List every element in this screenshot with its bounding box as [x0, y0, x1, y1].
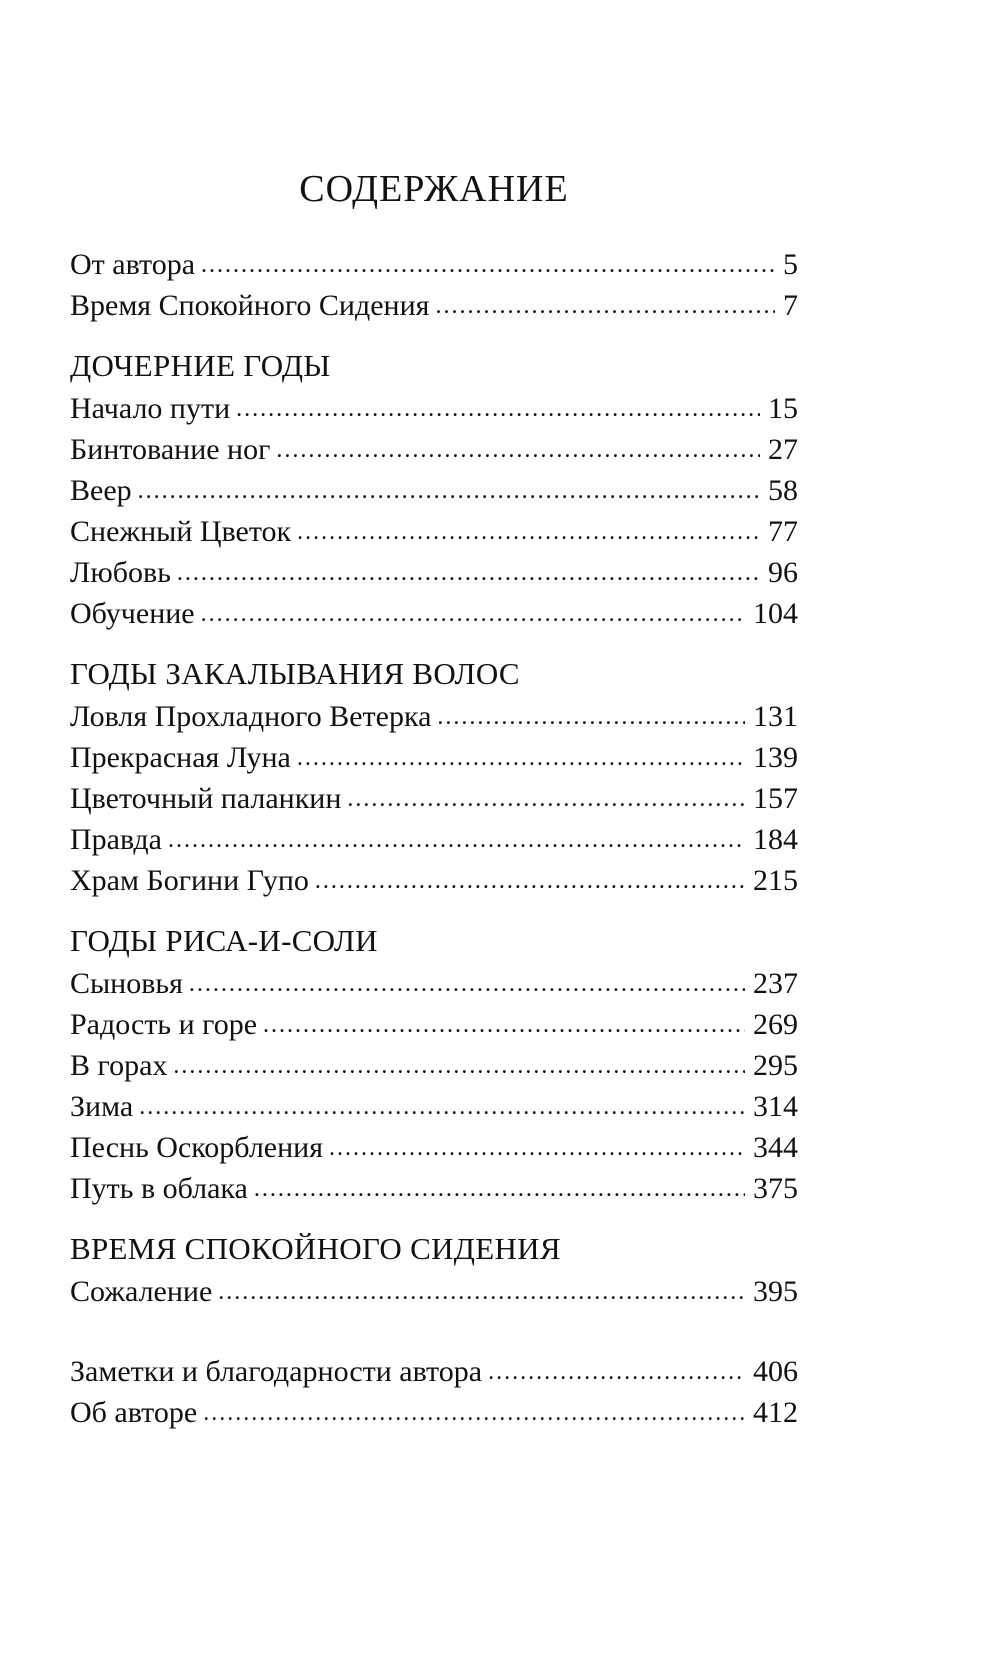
toc-entry-page: 269 — [753, 1008, 798, 1041]
toc-entry — [70, 244, 798, 285]
toc-entry-label: Правда — [70, 823, 162, 856]
toc-section — [70, 1227, 798, 1312]
section-heading: ГОДЫ РИСА-И-СОЛИ — [70, 923, 378, 958]
toc-section — [70, 344, 798, 634]
toc-entry — [70, 963, 798, 1004]
dot-leader — [329, 1125, 745, 1169]
toc-entry-label: Путь в облака — [70, 1172, 248, 1205]
toc-entry-label: В горах — [70, 1049, 168, 1082]
toc-entry-page: 406 — [753, 1355, 798, 1388]
toc-entry-label: Сожаление — [70, 1275, 213, 1308]
toc-intro-group — [70, 244, 798, 326]
toc-entry — [70, 737, 798, 778]
dot-leader — [315, 858, 745, 902]
toc-entry-label: Бинтование ног — [70, 433, 271, 466]
toc-entry-label: Заметки и благодарности автора — [70, 1355, 483, 1388]
toc-entry-label: Снежный Цветок — [70, 515, 292, 548]
toc-entry-label: Об авторе — [70, 1396, 198, 1429]
dot-leader — [236, 386, 760, 430]
toc-entry-label: Начало пути — [70, 392, 231, 425]
toc-entry — [70, 593, 798, 634]
toc-entry — [70, 1086, 798, 1127]
toc-entry-page: 375 — [753, 1172, 798, 1205]
dot-leader — [168, 817, 745, 861]
toc-entry-label: Храм Богини Гупо — [70, 864, 309, 897]
toc-entry-page: 157 — [753, 782, 798, 815]
toc-entry-page: 5 — [783, 248, 798, 281]
dot-leader — [139, 1084, 745, 1128]
toc-section — [70, 652, 798, 901]
toc-entry-page: 58 — [768, 474, 798, 507]
dot-leader — [201, 591, 745, 635]
toc-entry-label: Прекрасная Луна — [70, 741, 291, 774]
section-heading: ДОЧЕРНИЕ ГОДЫ — [70, 348, 331, 383]
toc-entry — [70, 429, 798, 470]
dot-leader — [488, 1349, 745, 1393]
toc-entry — [70, 1168, 798, 1209]
dot-leader — [297, 509, 760, 553]
toc-entry — [70, 1351, 798, 1392]
dot-leader — [177, 550, 760, 594]
section-heading: ГОДЫ ЗАКАЛЫВАНИЯ ВОЛОС — [70, 656, 520, 691]
toc-entry — [70, 1004, 798, 1045]
dot-leader — [347, 776, 745, 820]
toc-entry — [70, 860, 798, 901]
toc-entry-label: Время Спокойного Сидения — [70, 289, 430, 322]
toc-entry-page: 215 — [753, 864, 798, 897]
dot-leader — [201, 242, 775, 286]
dot-leader — [218, 1269, 745, 1313]
dot-leader — [138, 468, 760, 512]
toc-back-matter — [70, 1351, 798, 1433]
toc-entry — [70, 1392, 798, 1433]
toc-entry — [70, 1045, 798, 1086]
toc-entry-label: Цветочный паланкин — [70, 782, 342, 815]
dot-leader — [276, 427, 760, 471]
toc-entry-page: 131 — [753, 700, 798, 733]
toc-entry — [70, 511, 798, 552]
dot-leader — [263, 1002, 745, 1046]
toc-section — [70, 919, 798, 1209]
toc-entry-label: Сыновья — [70, 967, 183, 1000]
toc-entry — [70, 552, 798, 593]
toc-entry-label: Зима — [70, 1090, 134, 1123]
page-title: СОДЕРЖАНИЕ — [299, 168, 569, 210]
toc-page — [70, 150, 798, 1433]
toc-entry-page: 344 — [753, 1131, 798, 1164]
toc-entry — [70, 470, 798, 511]
toc-entry-label: Ловля Прохладного Ветерка — [70, 700, 432, 733]
toc-entry-page: 412 — [753, 1396, 798, 1429]
toc-entry-page: 295 — [753, 1049, 798, 1082]
toc-entry — [70, 1271, 798, 1312]
toc-entry — [70, 696, 798, 737]
toc-entry-page: 7 — [783, 289, 798, 322]
toc-entry-page: 237 — [753, 967, 798, 1000]
section-heading: ВРЕМЯ СПОКОЙНОГО СИДЕНИЯ — [70, 1231, 561, 1266]
toc-entry-page: 104 — [753, 597, 798, 630]
toc-entry-page: 96 — [768, 556, 798, 589]
toc-entry-label: Песнь Оскорбления — [70, 1131, 324, 1164]
toc-entry — [70, 819, 798, 860]
dot-leader — [435, 283, 775, 327]
toc-entry-label: Веер — [70, 474, 132, 507]
dot-leader — [297, 735, 745, 779]
toc-entry-page: 139 — [753, 741, 798, 774]
dot-leader — [203, 1390, 745, 1434]
toc-entry — [70, 285, 798, 326]
toc-entry-label: Обучение — [70, 597, 195, 630]
toc-entry-page: 314 — [753, 1090, 798, 1123]
toc-entry-page: 15 — [768, 392, 798, 425]
toc-entry — [70, 388, 798, 429]
toc-entry — [70, 778, 798, 819]
dot-leader — [254, 1166, 745, 1210]
toc-entry — [70, 1127, 798, 1168]
toc-entry-page: 77 — [768, 515, 798, 548]
dot-leader — [173, 1043, 745, 1087]
dot-leader — [437, 694, 745, 738]
toc-entry-label: От автора — [70, 248, 196, 281]
toc-entry-page: 395 — [753, 1275, 798, 1308]
toc-entry-page: 184 — [753, 823, 798, 856]
toc-entry-label: Радость и горе — [70, 1008, 258, 1041]
toc-entry-page: 27 — [768, 433, 798, 466]
dot-leader — [189, 961, 745, 1005]
toc-entry-label: Любовь — [70, 556, 171, 589]
